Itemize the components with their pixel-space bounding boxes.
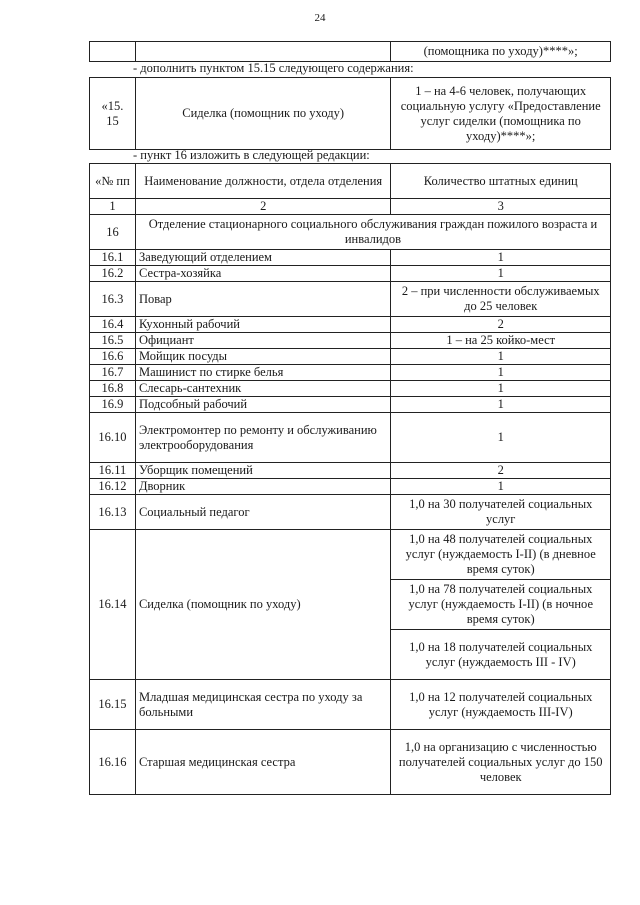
header-qty: Количество штатных единиц (391, 164, 611, 199)
cell-qty: 2 (391, 317, 611, 333)
cell-name: Официант (135, 333, 391, 349)
header-num: «№ пп (90, 164, 136, 199)
cell-qty: 1 – на 4-6 человек, получающих социальную услугу «Предоставление услуг сиделки (помощника по уходу)****»; (391, 78, 611, 150)
cell-name: Электромонтер по ремонту и обслуживанию электрооборудования (135, 413, 391, 463)
table-row (90, 365, 611, 381)
cell-qty: 1 (391, 381, 611, 397)
page-number: 24 (314, 12, 326, 24)
cell-num: «15. 15 (90, 78, 136, 150)
cell-name: Социальный педагог (135, 495, 391, 530)
cell-name: Дворник (135, 479, 391, 495)
cell-qty: 1 (391, 349, 611, 365)
index-3: 3 (391, 199, 611, 215)
table-row (90, 413, 611, 463)
table-row (90, 397, 611, 413)
table-row (90, 530, 611, 580)
cell-name: Слесарь-сантехник (135, 381, 391, 397)
cell-num: 16.2 (90, 266, 136, 282)
cell-num: 16.13 (90, 495, 136, 530)
cell-name: Кухонный рабочий (135, 317, 391, 333)
cell-name (135, 42, 390, 62)
section-num: 16 (90, 215, 136, 250)
cell-qty: 1 (391, 266, 611, 282)
table-row (90, 282, 611, 317)
cell-num: 16.15 (90, 680, 136, 730)
cell-num: 16.8 (90, 381, 136, 397)
cell-qty: 1 (391, 397, 611, 413)
instruction-edit-16: - пункт 16 изложить в следующей редакции: (133, 148, 370, 162)
table-row (90, 250, 611, 266)
table-row (90, 381, 611, 397)
index-1: 1 (90, 199, 136, 215)
table-row (90, 42, 611, 62)
section-row (90, 215, 611, 250)
cell-qty: (помощника по уходу)****»; (391, 42, 611, 62)
cell-qty: 1,0 на 18 получателей социальных услуг (нуждаемость III - IV) (391, 630, 611, 680)
cell-num: 16.11 (90, 463, 136, 479)
cell-num: 16.3 (90, 282, 136, 317)
cell-qty: 1 (391, 365, 611, 381)
cell-num: 16.4 (90, 317, 136, 333)
table-row (90, 349, 611, 365)
table-row (90, 680, 611, 730)
cell-name: Сестра-хозяйка (135, 266, 391, 282)
header-name: Наименование должности, отдела отделения (135, 164, 391, 199)
cell-name: Младшая медицинская сестра по уходу за больными (135, 680, 391, 730)
table-row (90, 479, 611, 495)
cell-qty: 1,0 на организацию с численностью получателей социальных услуг до 150 человек (391, 730, 611, 795)
top-table-fragment (89, 41, 611, 62)
cell-num: 16.7 (90, 365, 136, 381)
cell-qty: 1 (391, 479, 611, 495)
cell-name: Уборщик помещений (135, 463, 391, 479)
cell-num: 16.1 (90, 250, 136, 266)
cell-qty: 1,0 на 12 получателей социальных услуг (нуждаемость III-IV) (391, 680, 611, 730)
cell-qty: 2 – при численности обслуживаемых до 25 человек (391, 282, 611, 317)
index-2: 2 (135, 199, 391, 215)
cell-num: 16.9 (90, 397, 136, 413)
table-row (90, 730, 611, 795)
table-index-row (90, 199, 611, 215)
cell-qty: 1,0 на 78 получателей социальных услуг (нуждаемость I-II) (в ночное время суток) (391, 580, 611, 630)
staff-table (89, 163, 611, 795)
cell-qty: 2 (391, 463, 611, 479)
cell-qty: 1 – на 25 койко-мест (391, 333, 611, 349)
cell-name: Повар (135, 282, 391, 317)
cell-num: 16.10 (90, 413, 136, 463)
table-row (90, 463, 611, 479)
cell-name: Сиделка (помощник по уходу) (135, 530, 391, 680)
cell-qty: 1,0 на 48 получателей социальных услуг (нуждаемость I-II) (в дневное время суток) (391, 530, 611, 580)
table-row (90, 333, 611, 349)
cell-num (90, 42, 136, 62)
table-row (90, 78, 611, 150)
cell-name: Машинист по стирке белья (135, 365, 391, 381)
cell-num: 16.5 (90, 333, 136, 349)
cell-name: Старшая медицинская сестра (135, 730, 391, 795)
cell-num: 16.6 (90, 349, 136, 365)
cell-num: 16.14 (90, 530, 136, 680)
cell-name: Подсобный рабочий (135, 397, 391, 413)
cell-name: Мойщик посуды (135, 349, 391, 365)
cell-num: 16.16 (90, 730, 136, 795)
cell-num: 16.12 (90, 479, 136, 495)
cell-name: Сиделка (помощник по уходу) (135, 78, 390, 150)
table-15-15 (89, 77, 611, 150)
table-row (90, 317, 611, 333)
section-title: Отделение стационарного социального обслуживания граждан пожилого возраста и инвалидов (135, 215, 610, 250)
table-row (90, 495, 611, 530)
cell-qty: 1,0 на 30 получателей социальных услуг (391, 495, 611, 530)
cell-qty: 1 (391, 250, 611, 266)
table-header-row (90, 164, 611, 199)
table-row (90, 266, 611, 282)
cell-name: Заведующий отделением (135, 250, 391, 266)
instruction-add-15-15: - дополнить пунктом 15.15 следующего содержания: (133, 61, 414, 75)
cell-qty: 1 (391, 413, 611, 463)
